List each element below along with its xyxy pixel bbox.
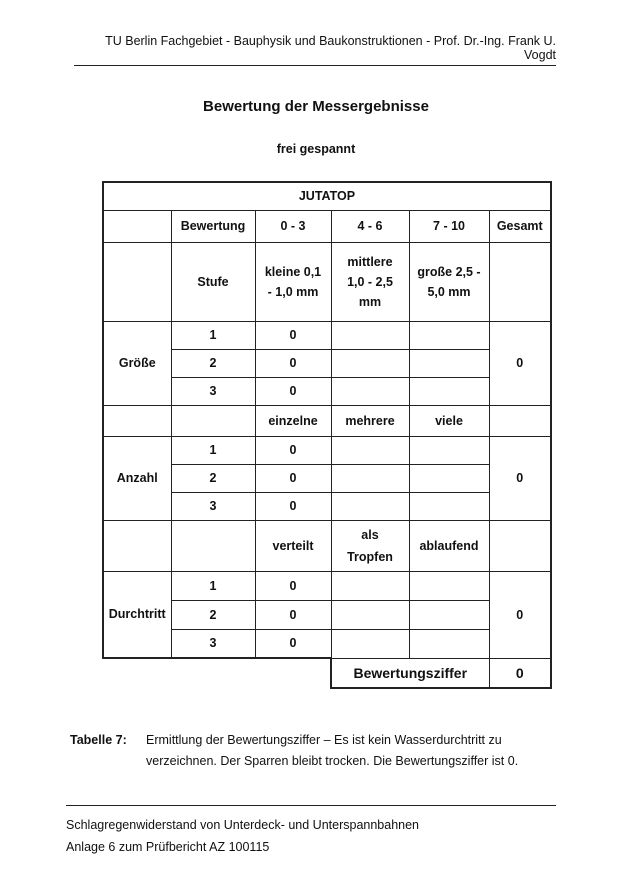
count-desc-col2: mehrere (331, 405, 409, 436)
durchtritt-label: Durchtritt (103, 571, 171, 658)
groesse-gesamt: 0 (489, 321, 551, 405)
footer-line-1: Schlagregenwiderstand von Unterdeck- und Unterspannbahnen (66, 818, 420, 832)
anzahl-value-3: 0 (255, 492, 331, 520)
stufe-label: Stufe (171, 242, 255, 321)
durchtritt-level-2: 2 (171, 600, 255, 629)
groesse-label: Größe (103, 321, 171, 405)
header-bewertung: Bewertung (171, 210, 255, 242)
anzahl-value-2: 0 (255, 464, 331, 492)
count-desc-col3: viele (409, 405, 489, 436)
footer-divider (66, 805, 556, 806)
caption-text: Ermittlung der Bewertungsziffer – Es ist kein Wasserdurchtritt zu verzeichnen. Der Sparren bleibt trocken. Die Bewertungsziffer ist 0. (146, 733, 519, 768)
footer-line-2: Anlage 6 zum Prüfbericht AZ 100115 (66, 840, 270, 854)
bewertungsziffer-label: Bewertungsziffer (331, 658, 489, 688)
durchtritt-gesamt: 0 (489, 571, 551, 658)
caption-label: Tabelle 7: (70, 733, 127, 747)
page-header: TU Berlin Fachgebiet - Bauphysik und Baukonstruktionen - Prof. Dr.-Ing. Frank U. Vogdt (74, 34, 556, 66)
groesse-level-1: 1 (171, 321, 255, 349)
durchtritt-value-1: 0 (255, 571, 331, 600)
pen-desc-col2: als Tropfen (331, 520, 409, 571)
anzahl-level-1: 1 (171, 436, 255, 464)
pen-desc-col1: verteilt (255, 520, 331, 571)
page-subtitle: frei gespannt (276, 142, 356, 156)
header-gesamt: Gesamt (489, 210, 551, 242)
groesse-value-1: 0 (255, 321, 331, 349)
groesse-level-3: 3 (171, 377, 255, 405)
durchtritt-value-2: 0 (255, 600, 331, 629)
size-desc-col1: kleine 0,1 - 1,0 mm (255, 242, 331, 321)
durchtritt-level-1: 1 (171, 571, 255, 600)
anzahl-label: Anzahl (103, 436, 171, 520)
durchtritt-value-3: 0 (255, 629, 331, 658)
header-col1: 0 - 3 (255, 210, 331, 242)
bewertungsziffer-value: 0 (489, 658, 551, 688)
groesse-value-2: 0 (255, 349, 331, 377)
pen-desc-col3: ablaufend (409, 520, 489, 571)
product-name: JUTATOP (103, 182, 551, 210)
durchtritt-level-3: 3 (171, 629, 255, 658)
count-desc-col1: einzelne (255, 405, 331, 436)
anzahl-value-1: 0 (255, 436, 331, 464)
anzahl-level-3: 3 (171, 492, 255, 520)
header-col2: 4 - 6 (331, 210, 409, 242)
anzahl-level-2: 2 (171, 464, 255, 492)
evaluation-table (102, 181, 552, 689)
header-col3: 7 - 10 (409, 210, 489, 242)
groesse-value-3: 0 (255, 377, 331, 405)
size-desc-col2: mittlere 1,0 - 2,5 mm (331, 242, 409, 321)
size-desc-col3: große 2,5 - 5,0 mm (409, 242, 489, 321)
groesse-level-2: 2 (171, 349, 255, 377)
anzahl-gesamt: 0 (489, 436, 551, 520)
page-title: Bewertung der Messergebnisse (203, 98, 429, 115)
